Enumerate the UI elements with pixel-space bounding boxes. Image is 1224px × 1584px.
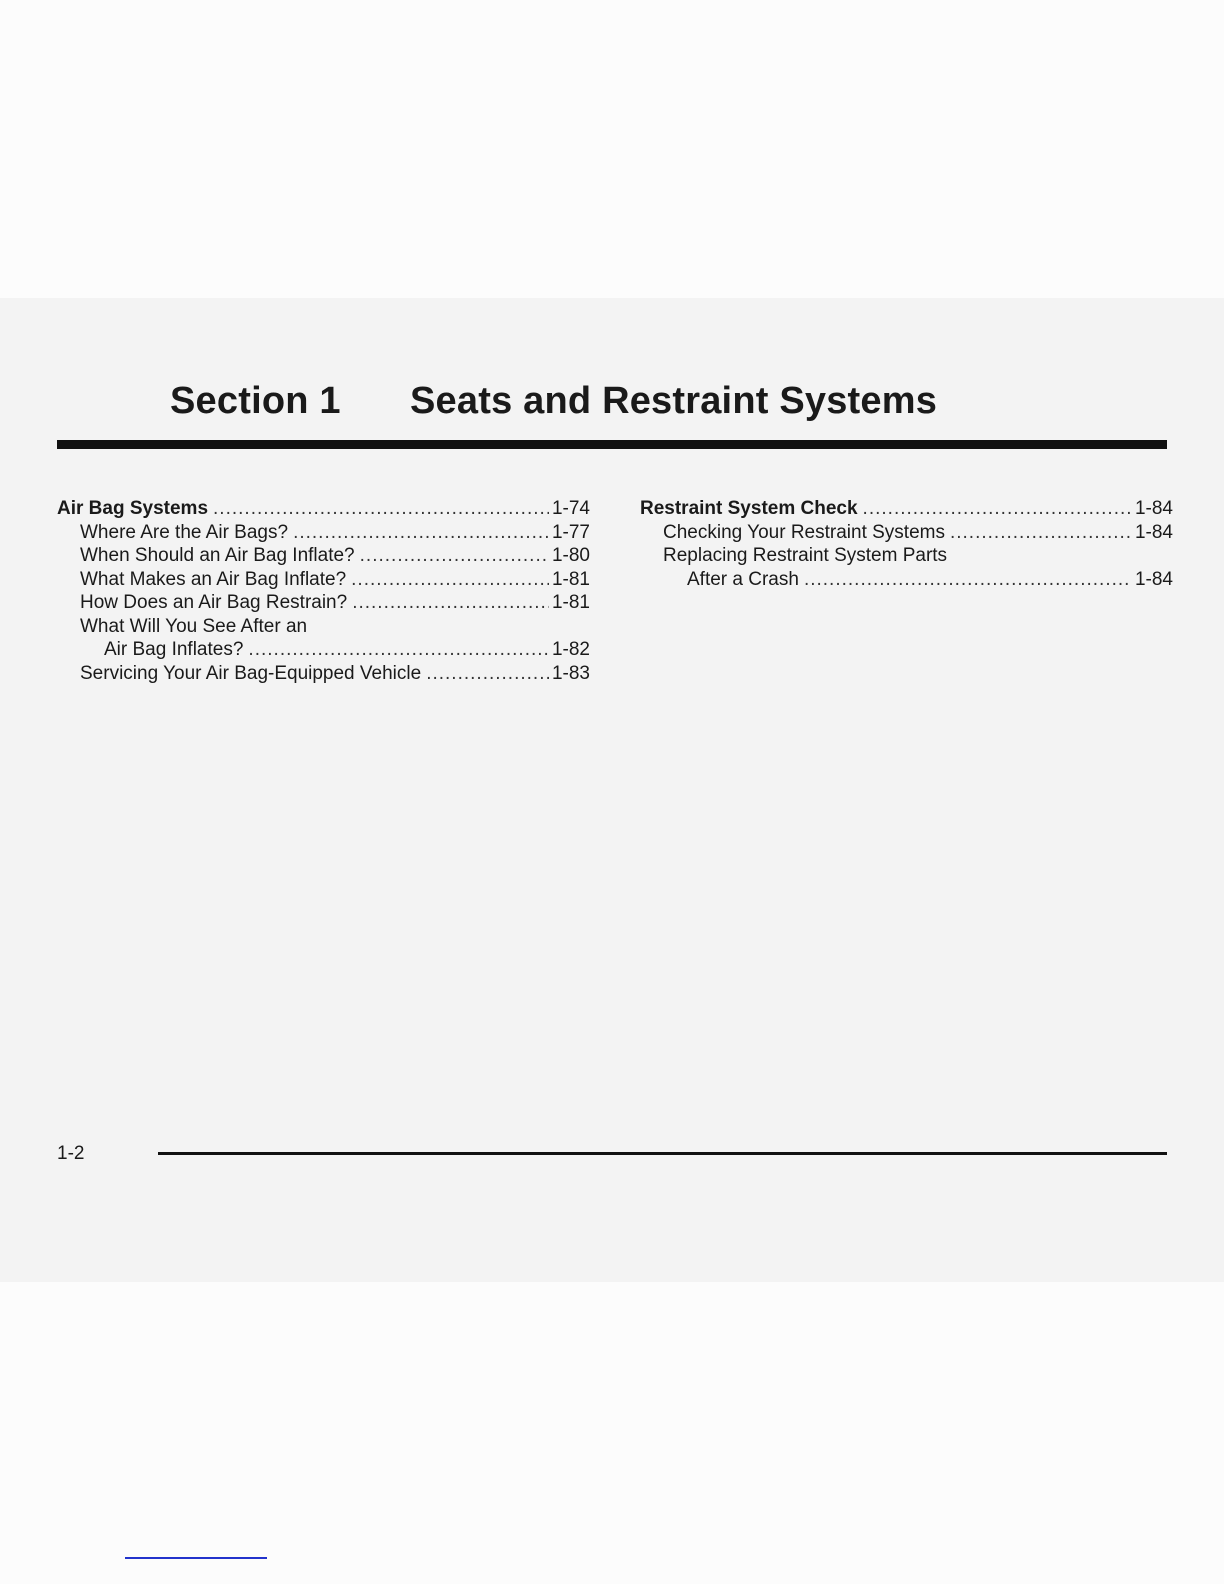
toc-entry[interactable] xyxy=(640,568,1173,592)
toc-entry-label: What Will You See After an xyxy=(80,615,308,637)
toc-entry[interactable] xyxy=(640,497,1173,521)
toc-entry[interactable] xyxy=(57,568,590,592)
toc-entry[interactable] xyxy=(57,662,590,686)
toc-entry-label: Where Are the Air Bags? xyxy=(80,521,289,543)
toc-entry-page: 1-80 xyxy=(551,545,590,566)
dot-leader xyxy=(360,544,549,568)
section-title: Seats and Restraint Systems xyxy=(410,380,938,422)
toc-entry[interactable] xyxy=(57,544,590,568)
dot-leader xyxy=(352,591,549,615)
toc-entry-page: 1-82 xyxy=(551,639,590,660)
toc-entry-continued[interactable] xyxy=(57,615,590,639)
dot-leader xyxy=(213,497,549,521)
dot-leader xyxy=(950,521,1132,545)
dot-leader xyxy=(863,497,1132,521)
toc-entry[interactable] xyxy=(640,521,1173,545)
toc-entry-label: Restraint System Check xyxy=(640,498,858,519)
page-number: 1-2 xyxy=(57,1143,85,1164)
toc-entry-page: 1-81 xyxy=(551,568,590,590)
heading-rule xyxy=(57,440,1167,449)
dot-leader xyxy=(248,638,549,662)
link-underline[interactable] xyxy=(125,1557,267,1559)
toc-entry-continued[interactable] xyxy=(640,544,1173,568)
toc-entry-label: Checking Your Restraint Systems xyxy=(663,521,945,543)
toc-entry-label: Servicing Your Air Bag-Equipped Vehicle xyxy=(80,662,422,684)
toc-entry[interactable] xyxy=(57,591,590,615)
dot-leader xyxy=(426,662,549,686)
toc-entry[interactable] xyxy=(57,638,590,662)
toc-entry-page: 1-84 xyxy=(1134,498,1173,519)
section-number: Section 1 xyxy=(170,380,341,422)
toc-right-column xyxy=(640,497,1173,591)
toc-entry-page: 1-84 xyxy=(1134,568,1173,590)
toc-entry-page: 1-74 xyxy=(551,498,590,519)
toc-entry-page: 1-81 xyxy=(551,592,590,613)
dot-leader xyxy=(804,568,1132,592)
toc-entry-page: 1-83 xyxy=(551,662,590,684)
toc-entry-label: Air Bag Systems xyxy=(57,498,209,519)
toc-entry[interactable] xyxy=(57,497,590,521)
toc-entry-label: What Makes an Air Bag Inflate? xyxy=(80,568,347,590)
dot-leader xyxy=(351,568,549,592)
footer-rule xyxy=(158,1152,1167,1155)
toc-entry-label: Air Bag Inflates? xyxy=(104,639,244,660)
toc-entry[interactable] xyxy=(57,521,590,545)
toc-entry-label: When Should an Air Bag Inflate? xyxy=(80,545,355,566)
toc-entry-label: How Does an Air Bag Restrain? xyxy=(80,592,348,613)
toc-entry-label: Replacing Restraint System Parts xyxy=(663,545,948,566)
dot-leader xyxy=(293,521,549,545)
toc-left-column xyxy=(57,497,590,685)
toc-entry-label: After a Crash xyxy=(687,568,799,590)
toc-entry-page: 1-77 xyxy=(551,521,590,543)
toc-entry-page: 1-84 xyxy=(1134,521,1173,543)
